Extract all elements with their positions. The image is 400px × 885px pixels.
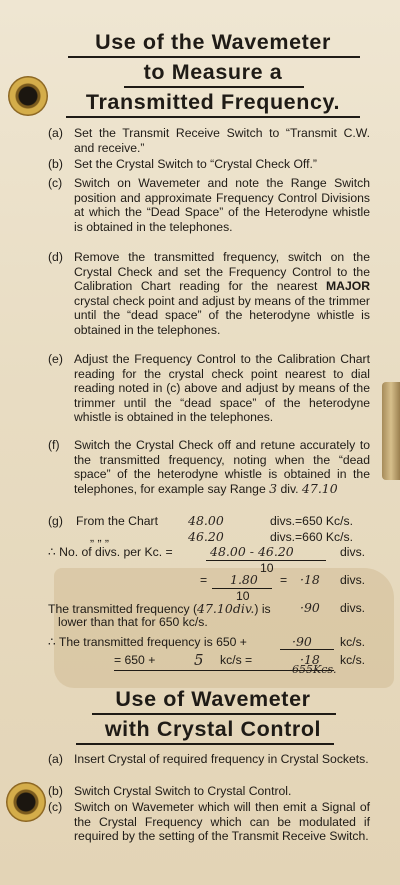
calc-kcs-1: kc/s.	[340, 635, 366, 649]
hw-0-18: ·18	[300, 572, 320, 587]
step-label: (b)	[48, 784, 63, 798]
calc-kcs-eq: kc/s =	[220, 653, 253, 667]
calc-divs-650: divs.=650 Kc/s.	[270, 514, 353, 528]
div-word: div.	[280, 481, 299, 496]
title-rule	[68, 56, 360, 58]
step-d	[48, 250, 370, 337]
title-line-2: to Measure a	[143, 60, 283, 84]
title-line-1: Use of the Wavemeter	[95, 30, 331, 54]
title2-line-2: with Crystal Control	[104, 717, 322, 741]
calc-divs-660: divs.=660 Kc/s.	[270, 530, 353, 544]
title-line-3: Transmitted Frequency.	[85, 90, 341, 114]
step-text: Switch on Wavemeter and note the Range Switch position and approximate Frequency Control Divisions at which the “Dead Space” of the Heterodyne whistle is obtained in the telephones.	[74, 176, 370, 234]
step-label: (a)	[48, 126, 63, 140]
calc-therefore-freq: ∴ The transmitted frequency is 650 +	[48, 635, 247, 649]
calc-eq-650: = 650 +	[114, 653, 156, 667]
step-label: (b)	[48, 157, 63, 171]
hw-0-18-b: ·18	[300, 652, 320, 667]
title2-line-1: Use of Wavemeter	[115, 687, 311, 711]
calc-transmitted-line	[48, 601, 271, 616]
step-text: Set the Transmit Receive Switch to “Transmit C.W. and receive.”	[74, 126, 370, 155]
step-text: Adjust the Frequency Control to the Calibration Chart reading for the crystal check point nearest to dial reading noted in (c) above and adjust by means of the trimmer until the “dead space” of the heterodyne whistle is obtained in the telephones.	[74, 352, 370, 424]
hw-655-kcs: 655Kcs.	[292, 663, 337, 676]
step-e	[48, 352, 370, 425]
step-text-a: Remove the transmitted frequency, switch on the Crystal Check and set the Frequency Control to the Calibration Chart reading for the nearest	[74, 250, 370, 293]
calc-ten: 10	[260, 561, 274, 575]
hw-5: 5	[194, 651, 204, 669]
step-b	[48, 157, 370, 172]
calc-equals: =	[200, 573, 208, 587]
calc-from-chart: From the Chart	[76, 514, 158, 528]
hw-1-80: 1.80	[230, 572, 258, 587]
step-a	[48, 126, 370, 155]
title-rule	[92, 713, 336, 715]
grommet-bottom	[6, 782, 46, 822]
handwritten-range: 3	[269, 480, 278, 496]
step2-c	[48, 800, 370, 844]
calc-dittos: „ „ „	[90, 530, 109, 544]
title-rule	[124, 86, 304, 88]
calc-equals-2: =	[280, 573, 288, 587]
step-text: Switch on Wavemeter which will then emit a Signal of the Crystal Frequency which can be modulated if required by the setting of the Transmit Receive Switch.	[74, 800, 370, 843]
step-text-a: Switch the Crystal Check off and retune accurately to the transmitted frequency, noting when the “dead space” of the heterodyne whistle is obtained in the telephones, for example say Range	[74, 438, 370, 496]
hw-0-90: ·90	[300, 600, 320, 615]
step-text-b: crystal check point and adjust by means of the trimmer until the “dead space” of the heterodyne whistle is obtained in the telephones.	[74, 293, 370, 337]
handwritten-div: 47.10	[301, 480, 338, 496]
calc-g-label: (g)	[48, 514, 63, 528]
step-text: Insert Crystal of required frequency in Crystal Sockets.	[74, 752, 369, 766]
step-c	[48, 176, 370, 234]
hw-47-10-div: 47.10div.	[197, 601, 255, 616]
major-emphasis: MAJOR	[325, 279, 370, 293]
title-rule	[76, 743, 334, 745]
grommet-top	[8, 76, 48, 116]
metal-clip	[382, 382, 400, 480]
calc-ten-2: 10	[236, 589, 250, 603]
step-text	[48, 438, 370, 496]
hw-46-20: 46.20	[188, 529, 224, 544]
calc-divs-word: divs.	[340, 545, 366, 559]
step-f	[48, 438, 370, 496]
title-rule	[66, 116, 360, 118]
step-text: Switch Crystal Switch to Crystal Control.	[74, 784, 292, 798]
calc-kcs-2: kc/s.	[340, 653, 366, 667]
fraction-bar	[280, 649, 334, 650]
step-text	[48, 250, 370, 337]
calc-lower-than: lower than that for 650 kc/s.	[58, 615, 208, 629]
calc-transmitted-b: ) is	[254, 602, 271, 616]
step-label: (c)	[48, 800, 63, 814]
calc-per-kc: ∴ No. of divs. per Kc. =	[48, 545, 173, 559]
calc-divs-word-3: divs.	[340, 601, 366, 615]
calc-transmitted-a: The transmitted frequency (	[48, 602, 198, 616]
step-text: Set the Crystal Switch to “Crystal Check Off.”	[74, 157, 317, 171]
hw-subtraction: 48.00 - 46.20	[210, 544, 294, 559]
step-label: (d)	[48, 250, 63, 264]
step-label: (a)	[48, 752, 63, 766]
hw-48-00: 48.00	[188, 513, 224, 528]
step-label: (e)	[48, 352, 63, 366]
step-label: (f)	[48, 438, 60, 452]
hw-0-90-b: ·90	[292, 634, 312, 649]
step2-b	[48, 784, 370, 799]
calc-divs-word-2: divs.	[340, 573, 366, 587]
step-label: (c)	[48, 176, 63, 190]
step2-a	[48, 752, 370, 767]
